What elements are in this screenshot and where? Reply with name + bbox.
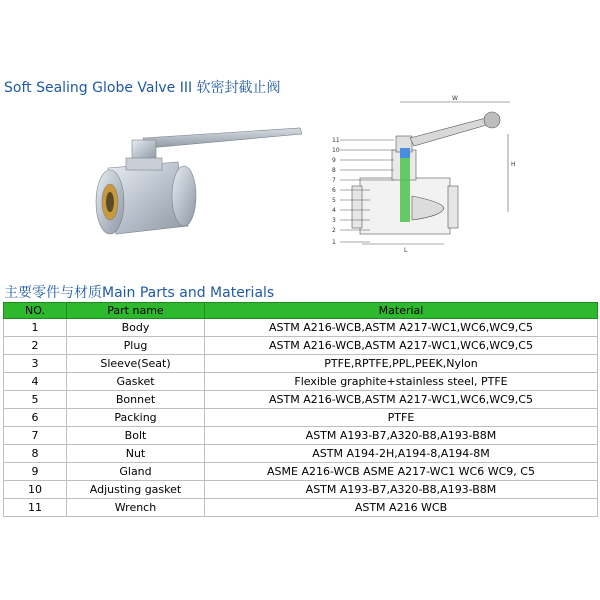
- cell-part: Gland: [67, 463, 205, 481]
- table-row: [4, 427, 598, 445]
- valve-drawing: [330, 92, 520, 258]
- cell-no: 6: [4, 409, 67, 427]
- table-row: [4, 445, 598, 463]
- callout-5: 5: [332, 197, 336, 204]
- section-title: 主要零件与材质Main Parts and Materials: [4, 285, 275, 301]
- cell-material: ASME A216-WCB ASME A217-WC1 WC6 WC9, C5: [205, 463, 598, 481]
- header-no: NO.: [4, 303, 67, 319]
- cell-part: Sleeve(Seat): [67, 355, 205, 373]
- table-row: [4, 463, 598, 481]
- cell-part: Gasket: [67, 373, 205, 391]
- table-row: [4, 319, 598, 337]
- page-title: Soft Sealing Globe Valve III 软密封截止阀: [4, 80, 281, 96]
- cell-part: Adjusting gasket: [67, 481, 205, 499]
- cell-no: 3: [4, 355, 67, 373]
- callout-11: 11: [332, 137, 340, 144]
- table-row: [4, 481, 598, 499]
- table-row: [4, 337, 598, 355]
- valve-photo: [88, 118, 308, 258]
- cell-no: 5: [4, 391, 67, 409]
- cell-part: Nut: [67, 445, 205, 463]
- cell-material: ASTM A216-WCB,ASTM A217-WC1,WC6,WC9,C5: [205, 391, 598, 409]
- cell-material: PTFE,RPTFE,PPL,PEEK,Nylon: [205, 355, 598, 373]
- cell-material: ASTM A216-WCB,ASTM A217-WC1,WC6,WC9,C5: [205, 319, 598, 337]
- table-row: [4, 391, 598, 409]
- table-row: [4, 409, 598, 427]
- header-material: Material: [205, 303, 598, 319]
- cell-part: Packing: [67, 409, 205, 427]
- cell-material: ASTM A193-B7,A320-B8,A193-B8M: [205, 481, 598, 499]
- table-row: [4, 499, 598, 517]
- cell-no: 10: [4, 481, 67, 499]
- cell-no: 1: [4, 319, 67, 337]
- cell-part: Wrench: [67, 499, 205, 517]
- cell-part: Body: [67, 319, 205, 337]
- table-row: [4, 355, 598, 373]
- cell-part: Bonnet: [67, 391, 205, 409]
- table-row: [4, 373, 598, 391]
- callout-7: 7: [332, 177, 336, 184]
- callout-3: 3: [332, 217, 336, 224]
- callout-9: 9: [332, 157, 336, 164]
- cell-no: 9: [4, 463, 67, 481]
- cell-no: 8: [4, 445, 67, 463]
- cell-no: 4: [4, 373, 67, 391]
- cell-no: 2: [4, 337, 67, 355]
- cell-part: Bolt: [67, 427, 205, 445]
- cell-material: ASTM A193-B7,A320-B8,A193-B8M: [205, 427, 598, 445]
- cell-material: ASTM A216-WCB,ASTM A217-WC1,WC6,WC9,C5: [205, 337, 598, 355]
- cell-no: 7: [4, 427, 67, 445]
- dim-w-label: W: [452, 95, 458, 102]
- cell-material: PTFE: [205, 409, 598, 427]
- callout-1: 1: [332, 239, 336, 246]
- callout-4: 4: [332, 207, 336, 214]
- cell-part: Plug: [67, 337, 205, 355]
- dim-h-label: H: [511, 161, 516, 168]
- callout-10: 10: [332, 147, 340, 154]
- table-header-row: [4, 303, 598, 319]
- parts-table: [3, 302, 598, 517]
- dim-l-label: L: [404, 247, 408, 254]
- callout-8: 8: [332, 167, 336, 174]
- header-part-name: Part name: [67, 303, 205, 319]
- cell-material: ASTM A194-2H,A194-8,A194-8M: [205, 445, 598, 463]
- cell-no: 11: [4, 499, 67, 517]
- callout-2: 2: [332, 227, 336, 234]
- cell-material: ASTM A216 WCB: [205, 499, 598, 517]
- callout-6: 6: [332, 187, 336, 194]
- cell-material: Flexible graphite+stainless steel, PTFE: [205, 373, 598, 391]
